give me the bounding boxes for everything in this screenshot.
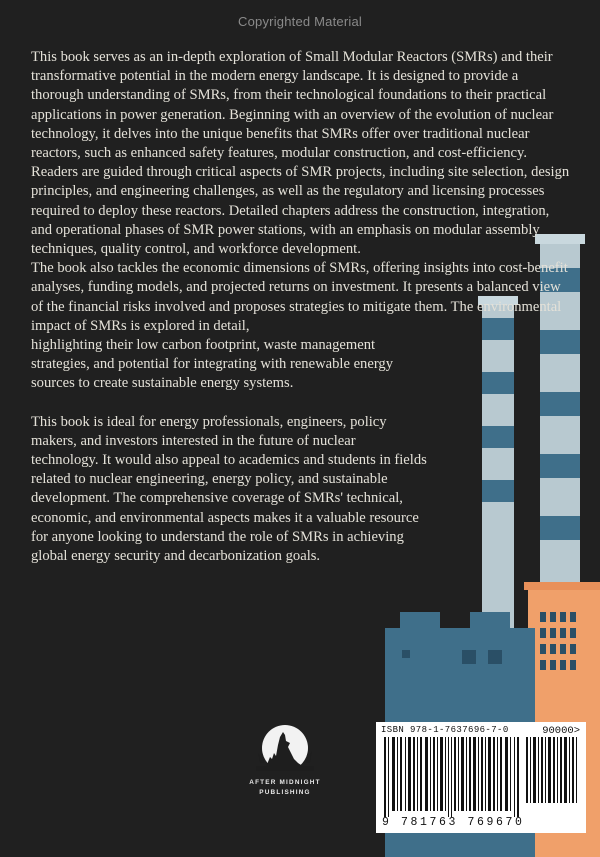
- description-paragraph-1: This book serves as an in-depth exploration of Small Modular Reactors (SMRs) and their transformative potential in the modern energy landscape. It is designed to provide a thorough understanding of SMRs, from their technological foundations to their practical applications in power generation. Beginning with an overview of the evolution of nuclear technology, it delves into the unique benefits that SMRs offer over traditional nuclear reactors, such as enhanced safety features, modular construction, and cost-efficiency.: [31, 49, 554, 162]
- description-paragraph-3-line: strategies, and potential for integrating with renewable energy: [31, 356, 394, 373]
- isbn-barcode: [376, 722, 586, 833]
- description-paragraph-4-line: development. The comprehensive coverage of SMRs' technical,: [31, 490, 403, 507]
- description-paragraph-4-line: technology. It would also appeal to academics and students in fields: [31, 452, 427, 469]
- publisher-name-line1: AFTER MIDNIGHT: [249, 779, 321, 786]
- price-code: 90000>: [542, 725, 580, 737]
- book-description: [31, 48, 571, 566]
- ean-barcode-bars: [384, 737, 522, 817]
- publisher-mark: [240, 723, 330, 797]
- barcode-digits: 9 781763 769670: [382, 816, 525, 829]
- description-paragraph-3-line: highlighting their low carbon footprint, waste management: [31, 337, 376, 354]
- copyright-watermark: Copyrighted Material: [238, 14, 362, 29]
- description-paragraph-3-line: The book also tackles the economic dimensions of SMRs, offering insights into cost-benefit analyses, funding models, and projected returns on investment. It presents a balanced view of the financial risks involved and proposes strategies to mitigate them. The environmental impact of SMRs is explored in detail,: [31, 260, 568, 334]
- howling-wolf-icon: [252, 723, 318, 773]
- description-paragraph-4-line: makers, and investors interested in the future of nuclear: [31, 432, 356, 449]
- description-paragraph-4-line: related to nuclear engineering, energy policy, and sustainable: [31, 471, 388, 488]
- description-paragraph-3: [31, 259, 571, 393]
- description-paragraph-4-line: economic, and environmental aspects makes it a valuable resource: [31, 509, 419, 526]
- description-paragraph-4-line: for anyone looking to understand the role of SMRs in achieving: [31, 528, 404, 545]
- publisher-name-line2: PUBLISHING: [259, 789, 311, 796]
- isbn-number: ISBN 978-1-7637696-7-0: [381, 725, 509, 735]
- price-barcode-bars: [526, 737, 578, 803]
- description-paragraph-2: Readers are guided through critical aspects of SMR projects, including site selection, design principles, and engineering challenges, as well as the regulatory and licensing processes required to deploy these reactors. Detailed chapters address the construction, integration, and operational phases of SMR power stations, with an emphasis on modular assembly techniques, quality control, and workforce development.: [31, 164, 570, 258]
- description-paragraph-4: [31, 413, 571, 567]
- description-paragraph-4-line: This book is ideal for energy professionals, engineers, policy: [31, 413, 387, 430]
- description-paragraph-3-line: sources to create sustainable energy systems.: [31, 375, 294, 392]
- description-paragraph-4-line: global energy security and decarbonization goals.: [31, 548, 321, 565]
